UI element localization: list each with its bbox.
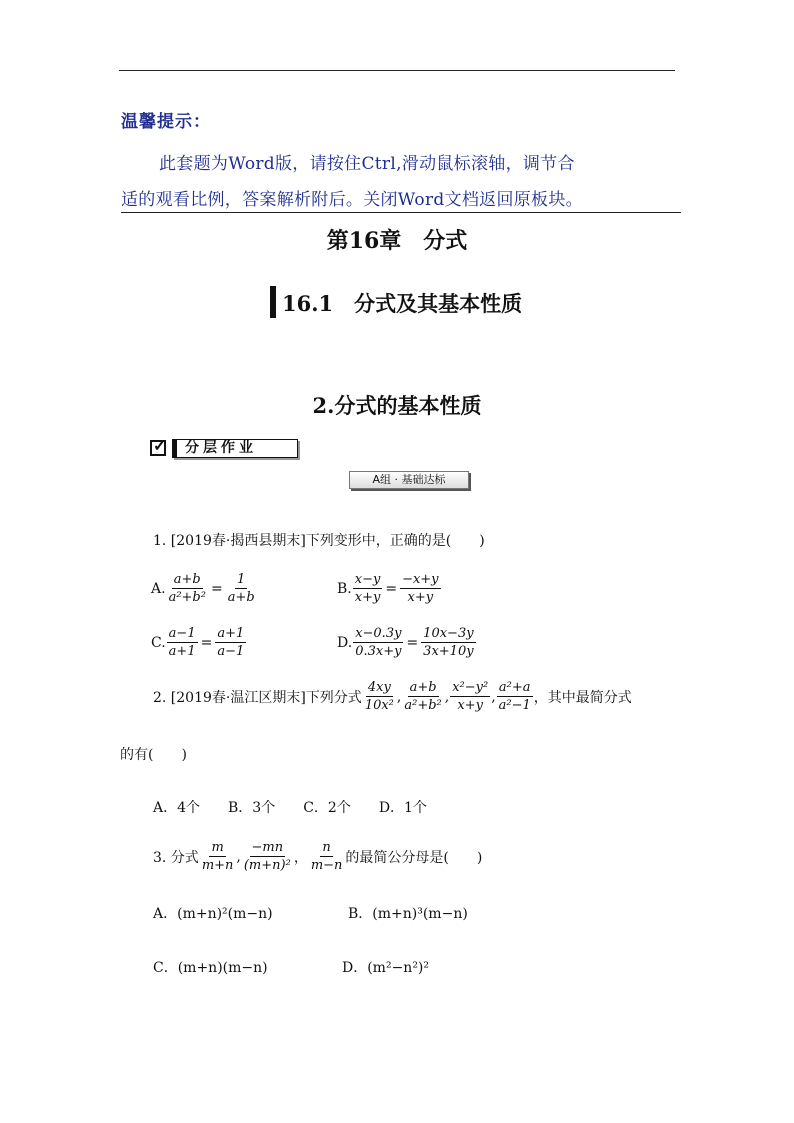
- denominator: x+y: [457, 698, 483, 713]
- denominator: x+y: [407, 590, 434, 605]
- option-label: A.: [151, 580, 166, 597]
- q3-suffix: 的最简公分母是( ): [345, 849, 483, 866]
- fraction: [226, 572, 257, 605]
- numerator: a+b: [173, 572, 201, 587]
- denominator: 0.3x+y: [355, 644, 402, 659]
- denominator: x+y: [354, 590, 381, 605]
- fraction: [421, 626, 475, 659]
- tip-title: 温馨提示：: [121, 112, 211, 132]
- fraction: [309, 840, 345, 873]
- q2-options: A．4个 B．3个 C．2个 D．1个: [153, 800, 427, 816]
- q2-suffix: ，其中最简分式: [533, 689, 632, 706]
- numerator: x−0.3y: [355, 626, 402, 641]
- q1-stem: 1. [2019春·揭西县期末]下列变形中，正确的是( ): [153, 533, 485, 549]
- numerator: a²+a: [498, 680, 531, 695]
- numerator: 10x−3y: [423, 626, 474, 641]
- section-title: 16.1 分式及其基本性质: [282, 291, 523, 316]
- q3-option-d: D．(m²−n²)²: [342, 960, 430, 976]
- denominator: a²+b²: [168, 590, 206, 605]
- fraction: [402, 680, 443, 713]
- q1-option-c: [151, 626, 247, 659]
- equals-sign: =: [210, 580, 223, 597]
- q3-option-b: B．(m+n)³(m−n): [348, 906, 468, 922]
- denominator: (m+n)²: [243, 858, 291, 873]
- tip-body: [121, 146, 677, 218]
- header-rule: [119, 70, 675, 71]
- denominator: 3x+10y: [423, 644, 474, 659]
- group-label: A组 · 基础达标: [349, 471, 469, 489]
- section-marker: [270, 286, 276, 318]
- tip-line-2: 适的观看比例，答案解析附后。关闭Word文档返回原板块。: [121, 190, 583, 210]
- option-label: B.: [337, 580, 352, 597]
- denominator: a+b: [227, 590, 255, 605]
- fraction: [353, 626, 403, 659]
- numerator: 4xy: [367, 680, 391, 695]
- numerator: a+b: [409, 680, 437, 695]
- tip-underline: [121, 212, 681, 213]
- equals-sign: =: [200, 634, 213, 651]
- fraction: [363, 680, 396, 713]
- denominator: a²−1: [498, 698, 531, 713]
- fraction: [167, 626, 198, 659]
- numerator: x−y: [354, 572, 381, 587]
- fraction: [450, 680, 490, 713]
- numerator: 1: [237, 572, 246, 587]
- denominator: m−n: [310, 858, 343, 873]
- denominator: a−1: [217, 644, 245, 659]
- q3-stem: 3. 分式 $\frac{m}{m+n}$ , $\frac{-mn}{\text{(m+n)²}}$ ， $\frac{n}{m-n}$ 的最简公分母是( ): [153, 840, 483, 873]
- denominator: a+1: [168, 644, 196, 659]
- option-label: D.: [337, 634, 353, 651]
- chapter-title: 第16章 分式: [326, 228, 468, 254]
- fraction: [242, 840, 293, 873]
- numerator: n: [322, 840, 331, 855]
- q3-prefix: 3. 分式: [153, 849, 199, 866]
- numerator: a−1: [168, 626, 196, 641]
- numerator: x²−y²: [452, 680, 489, 695]
- tip-line-1: 此套题为Word版，请按住Ctrl,滑动鼠标滚轴，调节合: [159, 154, 575, 174]
- equals-sign: =: [385, 580, 398, 597]
- fraction: [167, 572, 208, 605]
- denominator: m+n: [201, 858, 234, 873]
- q1-option-d: [337, 626, 477, 659]
- q2-continuation: 的有( ): [120, 747, 187, 763]
- fraction: [200, 840, 236, 873]
- fraction: [353, 572, 383, 605]
- denominator: 10x²: [364, 698, 394, 713]
- numerator: m: [211, 840, 224, 855]
- q3-option-a: A．(m+n)²(m−n): [153, 906, 273, 922]
- equals-sign: =: [406, 634, 419, 651]
- subsection-title: 2.分式的基本性质: [312, 393, 482, 418]
- q2-prefix: 2. [2019春·温江区期末]下列分式: [153, 689, 362, 706]
- q1-option-b: [337, 572, 442, 605]
- option-label: C.: [151, 634, 166, 651]
- q3-option-c: C．(m+n)(m−n): [153, 960, 268, 976]
- check-box-icon: ✓: [150, 440, 166, 456]
- numerator: −x+y: [402, 572, 439, 587]
- q1-option-a: [151, 572, 258, 605]
- denominator: a²+b²: [404, 698, 442, 713]
- homework-label: 分层作业: [172, 439, 298, 458]
- numerator: −mn: [251, 840, 284, 855]
- numerator: a+1: [217, 626, 245, 641]
- fraction: [215, 626, 246, 659]
- fraction: [497, 680, 533, 713]
- q2-stem: 2. [2019春·温江区期末]下列分式 $\frac{4xy}{\text{10x²}}$ , $\frac{a+b}{\text{a²+b²}}$ , $\frac{\text{x²−y²}}{x+y}$ , $\frac{\text{a²+a}}{\text{a²−1}}$ ，其中最简分式: [153, 680, 632, 713]
- fraction: [400, 572, 440, 605]
